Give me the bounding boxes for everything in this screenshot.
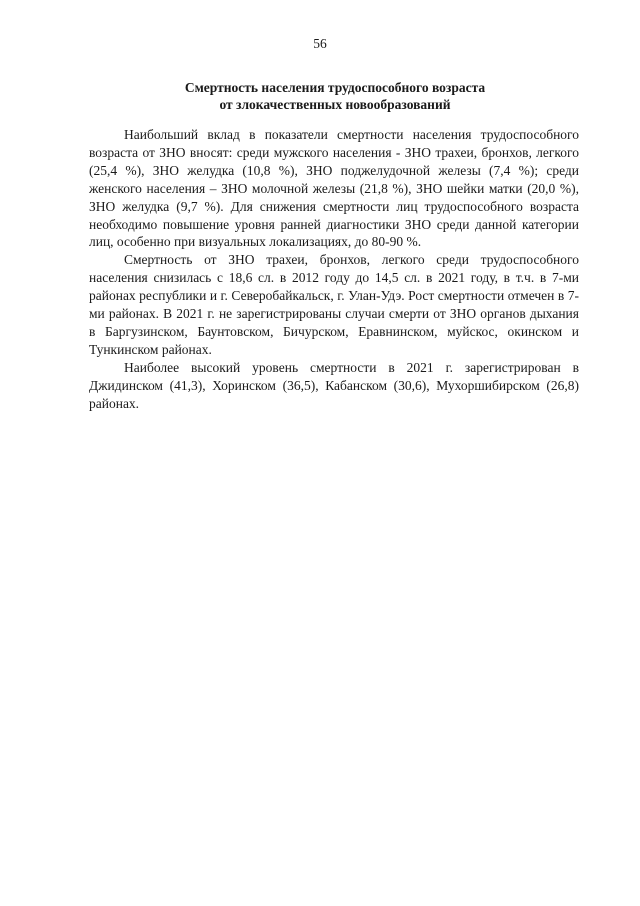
paragraph-3: Наиболее высокий уровень смертности в 2021 г. зарегистрирован в Джидинском (41,3), Хоринском (36,5), Кабанском (30,6), Мухоршибирском (26,8) районах. (89, 359, 579, 411)
page-title (120, 79, 550, 113)
paragraph-1: Наибольший вклад в показатели смертности населения трудоспособного возраста от ЗНО вносят: среди мужского населения - ЗНО трахеи, бронхов, легкого (25,4 %), ЗНО желудка (10,8 %), ЗНО поджелудочной железы (7,4 %); среди женского населения – ЗНО молочной железы (21,8 %), ЗНО шейки матки (20,0 %), ЗНО желудка (9,7 %). Для снижения смертности лиц трудоспособного возраста необходимо повышение уровня ранней диагностики ЗНО среди данной категории лиц, особенно при визуальных локализациях, до 80-90 %. (89, 127, 579, 250)
page-title-line-1: Смертность населения трудоспособного возраста (184, 80, 486, 95)
page-title-line-2: от злокачественных новообразований (219, 97, 451, 112)
document-body (89, 126, 579, 413)
page-number: 56 (313, 36, 327, 51)
paragraph-2: Смертность от ЗНО трахеи, бронхов, легкого среди трудоспособного населения снизилась с 18,6 сл. в 2012 году до 14,5 сл. в 2021 году, в т.ч. в 7-ми районах республики и г. Северобайкальск, г. Улан-Удэ. Рост смертности отмечен в 7-ми районах. В 2021 г. не зарегистрированы случаи смерти от ЗНО органов дыхания в Баргузинском, Баунтовском, Бичурском, Еравнинском, муйскос, окинском и Тункинском районах. (89, 252, 579, 357)
